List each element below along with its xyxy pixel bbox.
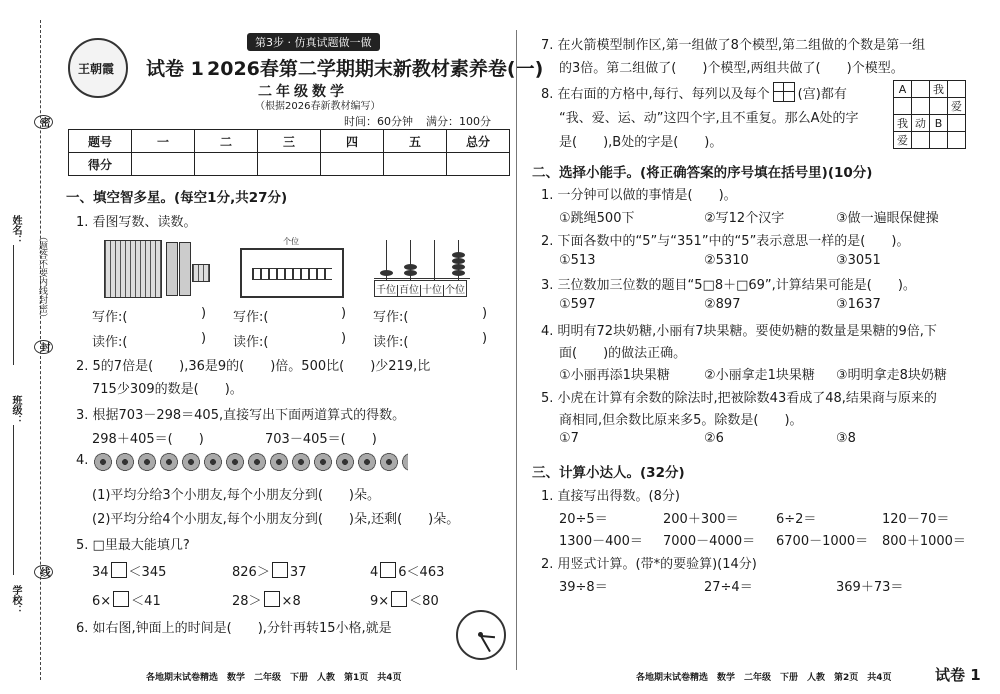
paren-close: ) [201,331,207,346]
place-label: 个位 [445,285,465,296]
seal-mark-2: 封 [34,340,53,354]
write-label: 写作:( [233,310,269,325]
grid-cell [930,132,948,149]
calc-item: 1300－400＝ [559,534,643,549]
paper-number: 试卷 1 [146,58,204,80]
choice-option[interactable]: ②写12个汉字 [704,211,785,226]
calc-item: 20÷5＝ [559,512,608,527]
choice-option[interactable]: ②897 [704,297,741,312]
choice-question-2: 2. 下面各数中的“5”与“351”中的“5”表示意思一样的是( )。 [541,234,910,249]
score-cell[interactable] [447,153,510,176]
calc-item: 800＋1000＝ [882,534,966,549]
choice-option[interactable]: ③8 [836,431,856,446]
question-8-line-1: 8. 在右面的方格中,每行、每列以及每个 (宫)都有 [541,82,847,102]
paren-close: ) [482,306,488,321]
choice-option[interactable]: ③3051 [836,253,881,268]
inequality-4: 6× ＜41 [92,590,161,609]
flowers-picture [92,451,408,473]
question-2-line-2: 715少309的数是( )。 [92,382,243,397]
score-cell[interactable] [258,153,321,176]
paper-badge: 试卷 1 [935,666,981,684]
grid-cell [948,132,966,149]
choice-option[interactable]: ③做一遍眼保健操 [836,211,939,226]
vertical-calc-item: 27÷4＝ [704,580,753,595]
section-1-heading: 一、填空智多星。(每空1分,共27分) [66,190,288,206]
score-value-row [69,153,510,176]
calc-item: 6÷2＝ [776,512,817,527]
question-3: 3. 根据703－298＝405,直接写出下面两道算式的得数。 [76,408,406,423]
place-label: 千位 [376,285,396,296]
place-label: 百位 [399,285,419,296]
read-label: 读作:( [92,335,128,350]
grid-cell: 爱 [948,98,966,115]
abacus-picture-1 [240,248,344,298]
choice-option[interactable]: ①跳绳500下 [559,211,635,226]
choice-question-5-line-1: 5. 小虎在计算有余数的除法时,把被除数43看成了48,结果商与原来的 [541,391,937,406]
calc-question-1: 1. 直接写出得数。(8分) [541,489,680,504]
choice-option[interactable]: ②小丽拿走1块果糖 [704,368,815,383]
inequality-1: 34 ＜345 [92,561,166,580]
read-label: 读作:( [233,335,269,350]
calc-item: 120－70＝ [882,512,950,527]
score-header: 五 [384,130,447,153]
section-2-heading: 二、选择小能手。(将正确答案的序号填在括号里)(10分) [532,165,873,181]
choice-option[interactable]: ③明明拿走8块奶糖 [836,368,947,383]
question-5: 5. □里最大能填几? [76,538,190,553]
score-table [68,129,510,176]
answer-box[interactable] [380,562,396,578]
score-cell[interactable] [195,153,258,176]
seal-note: （题答不要内线封密） [37,232,47,322]
read-label: 读作:( [373,335,409,350]
paren-close: ) [341,331,347,346]
choice-question-4-line-1: 4. 明明有72块奶糖,小丽有7块果糖。要使奶糖的数量是果糖的9倍,下 [541,324,937,339]
question-4-1: (1)平均分给3个小朋友,每个小朋友分到( )朵。 [92,488,380,503]
inequality-5: 28＞ ×8 [232,590,301,609]
grid-cell: 动 [912,115,930,132]
class-label: 班级： [10,395,21,425]
name-label: 姓名： [10,215,21,245]
column-divider [516,30,517,670]
vertical-calc-item: 369＋73＝ [836,580,904,595]
question-8-line-2: “我、爱、运、动”这四个字,且不重复。那么A处的字 [559,111,859,126]
score-header: 二 [195,130,258,153]
answer-box[interactable] [391,591,407,607]
question-7-line-1: 7. 在火箭模型制作区,第一组做了8个模型,第二组做的个数是第一组 [541,38,926,53]
inequality-2: 826＞ 37 [232,561,306,580]
grid-cell [948,115,966,132]
question-6: 6. 如右图,钟面上的时间是( ),分针再转15小格,就是 [76,621,392,636]
score-header: 三 [258,130,321,153]
digit-place-label: 个位 [283,237,299,246]
score-cell[interactable] [132,153,195,176]
question-7-line-2: 的3倍。第二组做了( )个模型,两组共做了( )个模型。 [559,61,904,76]
place-label: 十位 [422,285,442,296]
calc-item: 200＋300＝ [663,512,739,527]
score-header: 总分 [447,130,510,153]
grid-cell [912,98,930,115]
calc-item: 6700－1000＝ [776,534,869,549]
answer-box[interactable] [272,562,288,578]
time-info: 时间：60分钟 [344,115,413,128]
score-header: 四 [321,130,384,153]
grid-cell: 我 [894,115,912,132]
clock-icon [456,610,506,660]
score-info: 满分：100分 [426,115,491,128]
grid-cell: B [930,115,948,132]
answer-box[interactable] [113,591,129,607]
grid-cell [894,98,912,115]
choice-option[interactable]: ③1637 [836,297,881,312]
question-3-b: 703－405＝( ) [265,432,377,447]
class-line [13,425,14,575]
answer-box[interactable] [264,591,280,607]
write-label: 写作:( [92,310,128,325]
grid-cell [912,81,930,98]
section-3-heading: 三、计算小达人。(32分) [532,465,685,481]
write-label: 写作:( [373,310,409,325]
question-1: 1. 看图写数、读数。 [76,215,197,230]
score-header-row [69,130,510,153]
choice-option[interactable]: ①7 [559,431,579,446]
seal-mark-3: 线 [34,565,53,579]
footer-right: 各地期末试卷精选 数学 二年级 下册 人教 第2页 共4页 [636,673,892,683]
edition-note: （根据2026春新教材编写） [255,101,381,112]
grid-cell [912,132,930,149]
choice-option[interactable]: ②5310 [704,253,749,268]
abacus-place-labels [374,280,467,297]
answer-box[interactable] [111,562,127,578]
calc-item: 7000－4000＝ [663,534,756,549]
seal-mark-1: 密 [34,115,53,129]
footer-left: 各地期末试卷精选 数学 二年级 下册 人教 第1页 共4页 [146,673,402,683]
grid-cell: A [894,81,912,98]
inequality-3: 4 6＜463 [370,561,444,580]
question-2-line-1: 2. 5的7倍是( ),36是9的( )倍。500比( )少219,比 [76,359,431,374]
sudoku-grid [893,80,966,149]
paren-close: ) [201,306,207,321]
paren-close: ) [482,331,488,346]
choice-question-3: 3. 三位数加三位数的题目“5□8＋□69”,计算结果可能是( )。 [541,278,916,293]
score-cell[interactable] [384,153,447,176]
logo-text: 王朝霞 [78,62,115,76]
name-line [13,245,14,365]
choice-option[interactable]: ①小丽再添1块果糖 [559,368,670,383]
choice-option[interactable]: ①597 [559,297,596,312]
choice-question-4-line-2: 面( )的做法正确。 [559,346,687,361]
calc-question-2: 2. 用竖式计算。(带*的要验算)(14分) [541,557,757,572]
question-4-2: (2)平均分给4个小朋友,每个小朋友分到( )朵,还剩( )朵。 [92,512,460,527]
vertical-calc-item: 39÷8＝ [559,580,608,595]
choice-option[interactable]: ①513 [559,253,596,268]
step-banner: 第3步 · 仿真试题做一做 [247,33,380,51]
score-cell[interactable] [321,153,384,176]
grid-cell [948,81,966,98]
inequality-6: 9× ＜80 [370,590,439,609]
grid-cell: 我 [930,81,948,98]
subject-title: 二年级数学 [258,84,348,100]
logo-seal [68,38,128,98]
question-3-a: 298＋405＝( ) [92,432,204,447]
paren-close: ) [341,306,347,321]
score-header: 题号 [69,130,132,153]
paper-title: 2026春第二学期期末新教材素养卷(一) [207,58,544,80]
question-4: 4. [76,453,89,468]
palace-grid-icon [773,82,795,102]
choice-question-5-line-2: 商相同,但余数比原来多5。除数是( )。 [559,413,803,428]
question-8-line-3: 是( ),B处的字是( )。 [559,135,723,150]
binding-sidebar [8,0,58,694]
score-header: 一 [132,130,195,153]
grid-cell: 爱 [894,132,912,149]
choice-question-1: 1. 一分钟可以做的事情是( )。 [541,188,737,203]
choice-option[interactable]: ②6 [704,431,724,446]
school-label: 学校： [10,585,21,615]
grid-cell [930,98,948,115]
score-row-label: 得分 [69,153,132,176]
